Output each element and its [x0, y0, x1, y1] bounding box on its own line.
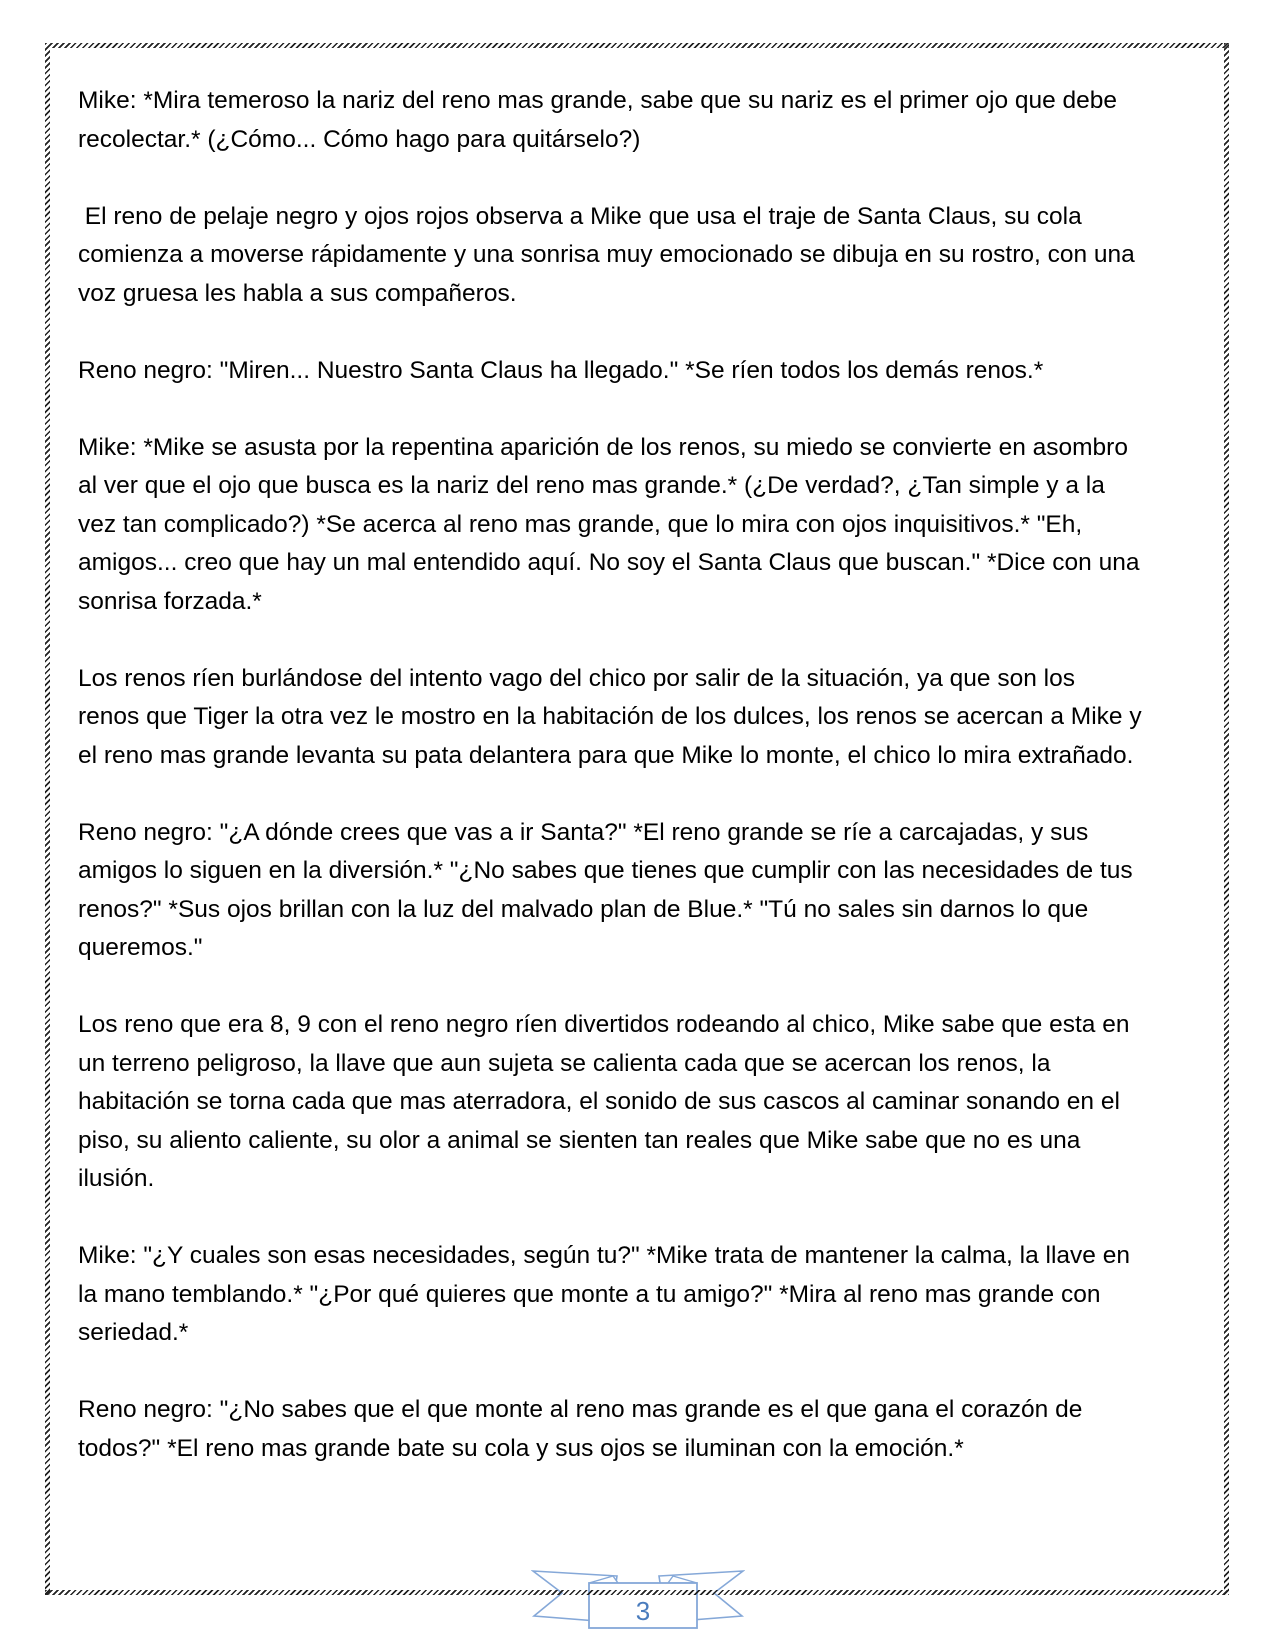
- page-border-left: [45, 43, 50, 1595]
- page-border-top: [45, 43, 1229, 48]
- paragraph-reno-negro-3: Reno negro: "¿No sabes que el que monte al reno mas grande es el que gana el corazón de todos?" *El reno mas grande bate su cola y sus ojos se iluminan con la emoción.*: [78, 1396, 1083, 1462]
- page-number-ribbon: [531, 1566, 745, 1630]
- story-text: [78, 82, 1142, 1468]
- page-number: 3: [635, 1596, 651, 1626]
- paragraph-narration-2: Los renos ríen burlándose del intento vago del chico por salir de la situación, ya que son los renos que Tiger la otra vez le mostro en la habitación de los dulces, los renos se acercan a Mike y el reno mas grande levanta su pata delantera para que Mike lo monte, el chico lo mira extrañado.: [78, 664, 1142, 769]
- paragraph-mike-3: Mike: "¿Y cuales son esas necesidades, según tu?" *Mike trata de mantener la calma, la llave en la mano temblando.* "¿Por qué quieres que monte a tu amigo?" *Mira al reno mas grande con seriedad.*: [78, 1242, 1130, 1346]
- paragraph-reno-negro-1: Reno negro: "Miren... Nuestro Santa Claus ha llegado." *Se ríen todos los demás renos.*: [78, 356, 1044, 384]
- paragraph-reno-negro-2: Reno negro: "¿A dónde crees que vas a ir Santa?" *El reno grande se ríe a carcajadas, y sus amigos lo siguen en la diversión.* "¿No sabes que tienes que cumplir con las necesidades de tus renos?" *Sus ojos brillan con la luz del malvado plan de Blue.* "Tú no sales sin darnos lo que queremos.": [78, 818, 1133, 961]
- paragraph-narration-1: El reno de pelaje negro y ojos rojos observa a Mike que usa el traje de Santa Claus, su cola comienza a moverse rápidamente y una sonrisa muy emocionado se dibuja en su rostro, con una voz gruesa les habla a sus compañeros.: [78, 202, 1135, 307]
- paragraph-mike-2: Mike: *Mike se asusta por la repentina aparición de los renos, su miedo se convierte en asombro al ver que el ojo que busca es la nariz del reno mas grande.* (¿De verdad?, ¿Tan simple y a la vez tan complicado?) *Se acerca al reno mas grande, que lo mira con ojos inquisitivos.* "Eh, amigos... creo que hay un mal entendido aquí. No soy el Santa Claus que buscan." *Dice con una sonrisa forzada.*: [78, 433, 1140, 615]
- page-border-bottom: [45, 1590, 1229, 1595]
- paragraph-narration-3: Los reno que era 8, 9 con el reno negro ríen divertidos rodeando al chico, Mike sabe que esta en un terreno peligroso, la llave que aun sujeta se calienta cada que se acercan los renos, la habitación se torna cada que mas aterradora, el sonido de sus cascos al caminar sonando en el piso, su aliento caliente, su olor a animal se sienten tan reales que Mike sabe que no es una ilusión.: [78, 1011, 1130, 1192]
- page-border-right: [1224, 43, 1229, 1595]
- paragraph-mike-1: Mike: *Mira temeroso la nariz del reno mas grande, sabe que su nariz es el primer ojo que debe recolectar.* (¿Cómo... Cómo hago para quitárselo?): [78, 87, 1118, 153]
